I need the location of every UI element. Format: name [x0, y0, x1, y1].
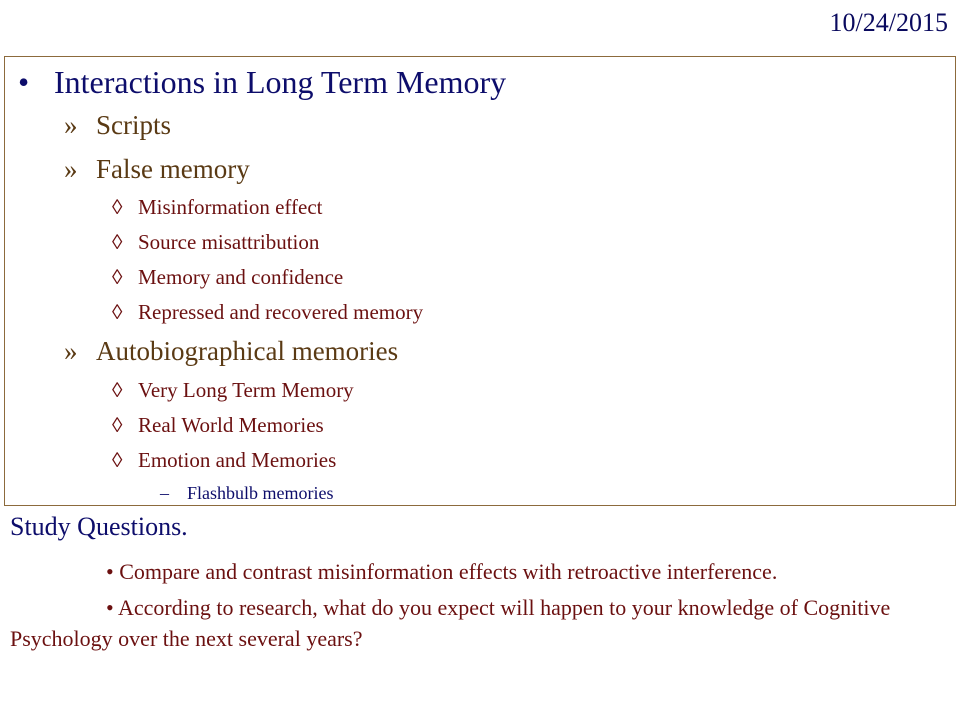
sub-item-source-misattribution	[112, 230, 319, 255]
sub-item-label: Memory and confidence	[138, 265, 344, 289]
study-question-text: According to research, what do you expect will happen to your knowledge of Cognitive Psychology over the next several years?	[10, 595, 891, 651]
diamond-icon: ◊	[112, 448, 123, 472]
sub-item-memory-and-confidence	[112, 265, 343, 290]
study-question-2	[10, 592, 950, 654]
study-question-text: Compare and contrast misinformation effects with retroactive interference.	[119, 559, 778, 584]
outline-item-label: False memory	[96, 154, 250, 184]
chevron-icon: »	[64, 336, 78, 366]
chevron-icon: »	[64, 110, 78, 140]
sub-item-label: Emotion and Memories	[138, 448, 337, 472]
study-question-1	[10, 556, 950, 587]
outline-item-label: Scripts	[96, 110, 172, 140]
date-label: 10/24/2015	[829, 8, 948, 37]
diamond-icon: ◊	[112, 413, 123, 437]
diamond-icon: ◊	[112, 195, 123, 219]
sub-sub-item-flashbulb-memories	[160, 483, 334, 504]
bullet-icon: •	[106, 595, 114, 620]
sub-item-label: Misinformation effect	[138, 195, 323, 219]
study-questions-title: Study Questions.	[10, 512, 188, 541]
sub-item-label: Very Long Term Memory	[138, 378, 354, 402]
outline-title-text: Interactions in Long Term Memory	[54, 64, 507, 100]
sub-sub-item-label: Flashbulb memories	[187, 483, 334, 503]
chevron-icon: »	[64, 154, 78, 184]
dash-icon: –	[160, 483, 169, 503]
diamond-icon: ◊	[112, 300, 123, 324]
bullet-icon: •	[18, 64, 30, 100]
sub-item-emotion-and-memories	[112, 448, 336, 473]
outline-title	[18, 64, 506, 101]
sub-item-real-world-memories	[112, 413, 324, 438]
outline-item-scripts	[64, 110, 171, 141]
bullet-icon: •	[106, 559, 114, 584]
diamond-icon: ◊	[112, 265, 123, 289]
sub-item-very-long-term-memory	[112, 378, 354, 403]
sub-item-repressed-recovered-memory	[112, 300, 423, 325]
outline-item-false-memory	[64, 154, 250, 185]
outline-item-label: Autobiographical memories	[96, 336, 399, 366]
sub-item-label: Real World Memories	[138, 413, 324, 437]
diamond-icon: ◊	[112, 378, 123, 402]
diamond-icon: ◊	[112, 230, 123, 254]
sub-item-label: Source misattribution	[138, 230, 320, 254]
sub-item-misinformation-effect	[112, 195, 322, 220]
sub-item-label: Repressed and recovered memory	[138, 300, 424, 324]
outline-item-autobiographical	[64, 336, 398, 367]
